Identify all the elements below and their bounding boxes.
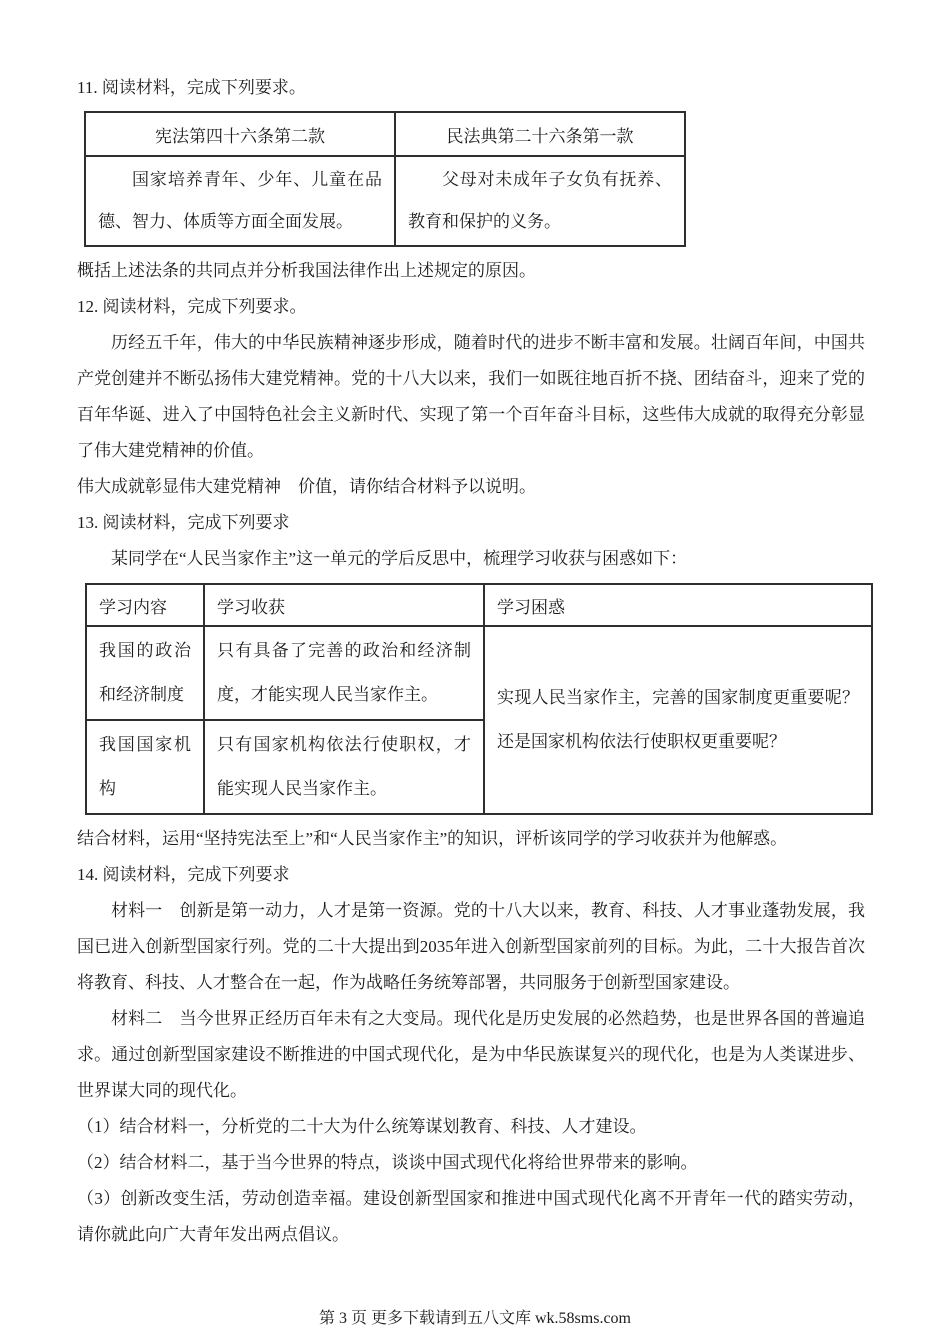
q11-table-header-row: [85, 112, 685, 156]
q13-intro: 某同学在“人民当家作主”这一单元的学后反思中，梳理学习收获与困惑如下：: [111, 549, 688, 568]
q11-cell-civil-code-text: 父母对未成年子女负有抚养、教育和保护的义务。: [395, 156, 685, 246]
q14-sub-question-2: （2）结合材料二，基于当今世界的特点，谈谈中国式现代化将给世界带来的影响。: [77, 1153, 698, 1172]
q13-cell-content-1: 我国的政治和经济制度: [86, 626, 204, 720]
q12-question: 伟大成就彰显伟大建党精神 价值，请你结合材料予以说明。: [77, 477, 536, 496]
q11-question: 概括上述法条的共同点并分析我国法律作出上述规定的原因。: [77, 261, 536, 280]
q11-col-header-constitution: 宪法第四十六条第二款: [85, 112, 395, 156]
q14-material-2: 材料二 当今世界正经历百年未有之大变局。现代化是历史发展的必然趋势，也是世界各国的普遍追求。通过创新型国家建设不断推进的中国式现代化，是为中华民族谋复兴的现代化，也是为人类谋进步、世界谋大同的现代化。: [77, 1009, 865, 1100]
q13-reflection-table: [85, 583, 873, 815]
q13-stem: 13. 阅读材料，完成下列要求: [77, 513, 290, 532]
q11-table-body-row: [85, 156, 685, 246]
q13-table-header-row: [86, 584, 872, 626]
q13-col-header-confusion: 学习困惑: [484, 584, 872, 626]
q11-cell-constitution-text: 国家培养青年、少年、儿童在品德、智力、体质等方面全面发展。: [85, 156, 395, 246]
q13-col-header-content: 学习内容: [86, 584, 204, 626]
q14-sub-question-1: （1）结合材料一，分析党的二十大为什么统筹谋划教育、科技、人才建设。: [77, 1117, 647, 1136]
page-footer: 第 3 页 更多下载请到五八文库 wk.58sms.com: [318, 1310, 631, 1327]
q13-cell-gain-2: 只有国家机构依法行使职权，才能实现人民当家作主。: [204, 720, 484, 814]
q13-cell-content-2: 我国国家机构: [86, 720, 204, 814]
q11-law-comparison-table: [84, 111, 686, 247]
q12-stem: 12. 阅读材料，完成下列要求。: [77, 297, 307, 316]
q13-cell-gain-1: 只有具备了完善的政治和经济制度，才能实现人民当家作主。: [204, 626, 484, 720]
q12-material-paragraph: 历经五千年，伟大的中华民族精神逐步形成，随着时代的进步不断丰富和发展。壮阔百年间，中国共产党创建并不断弘扬伟大建党精神。党的十八大以来，我们一如既往地百折不挠、团结奋斗，迎来了党的百年华诞、进入了中国特色社会主义新时代、实现了第一个百年奋斗目标，这些伟大成就的取得充分彰显了伟大建党精神的价值。: [77, 333, 865, 460]
q13-question: 结合材料，运用“坚持宪法至上”和“人民当家作主”的知识，评析该同学的学习收获并为他解惑。: [77, 829, 788, 848]
q11-col-header-civil-code: 民法典第二十六条第一款: [395, 112, 685, 156]
q13-col-header-gain: 学习收获: [204, 584, 484, 626]
q14-sub-question-3: （3）创新改变生活，劳动创造幸福。建设创新型国家和推进中国式现代化离不开青年一代的踏实劳动，请你就此向广大青年发出两点倡议。: [77, 1189, 865, 1244]
q11-stem: 11. 阅读材料，完成下列要求。: [77, 78, 306, 97]
q14-material-1: 材料一 创新是第一动力，人才是第一资源。党的十八大以来，教育、科技、人才事业蓬勃发展，我国已进入创新型国家行列。党的二十大提出到2035年进入创新型国家前列的目标。为此，二十大报告首次将教育、科技、人才整合在一起，作为战略任务统筹部署，共同服务于创新型国家建设。: [77, 901, 865, 992]
q14-stem: 14. 阅读材料，完成下列要求: [77, 865, 290, 884]
q13-table-row-1: [86, 626, 872, 720]
q13-cell-confusion: 实现人民当家作主，完善的国家制度更重要呢？还是国家机构依法行使职权更重要呢？: [484, 626, 872, 814]
exam-content: [77, 70, 865, 1253]
